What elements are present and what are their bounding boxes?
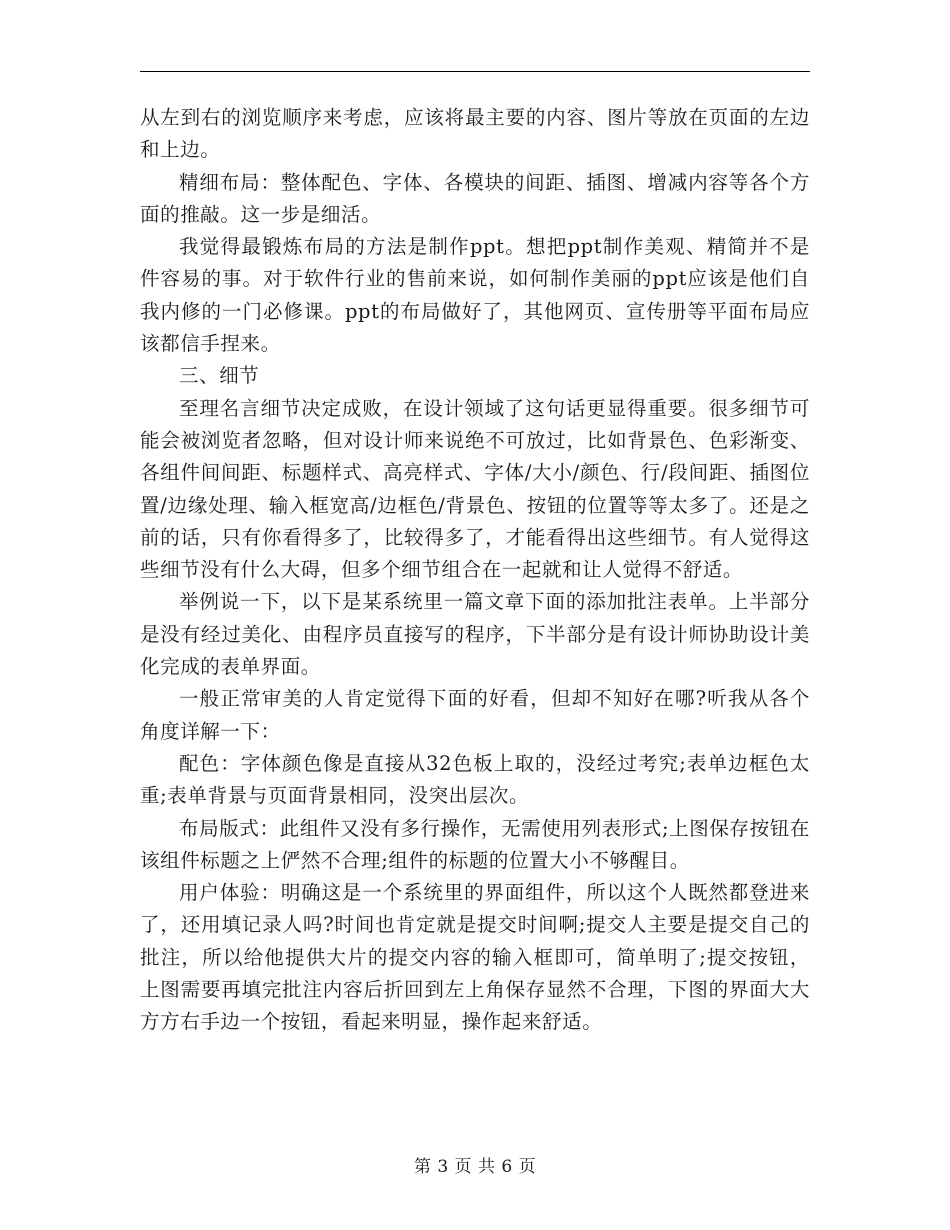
- paragraph-5: 至理名言细节决定成败，在设计领域了这句话更显得重要。很多细节可能会被浏览者忽略，但对设计师来说绝不可放过，比如背景色、色彩渐变、各组件间间距、标题样式、高亮样式、字体/大小/颜色、行/段间距、插图位置/边缘处理、输入框宽高/边框色/背景色、按钮的位置等等太多了。还是之前的话，只有你看得多了，比较得多了，才能看得出这些细节。有人觉得这些细节没有什么大碍，但多个细节组合在一起就和让人觉得不舒适。: [140, 396, 810, 582]
- paragraph-1: 从左到右的浏览顺序来考虑，应该将最主要的内容、图片等放在页面的左边和上边。: [140, 106, 810, 162]
- paragraph-3: 我觉得最锻炼布局的方法是制作ppt。想把ppt制作美观、精简并不是件容易的事。对于软件行业的售前来说，如何制作美丽的ppt应该是他们自我内修的一门必修课。ppt的布局做好了，其他网页、宣传册等平面布局应该都信手捏来。: [140, 235, 810, 356]
- section-heading-details: 三、细节: [179, 364, 260, 388]
- paragraph-9: 布局版式：此组件又没有多行操作，无需使用列表形式;上图保存按钮在该组件标题之上俨然不合理;组件的标题的位置大小不够醒目。: [140, 816, 810, 872]
- document-body: [140, 102, 810, 1039]
- paragraph-10: 用户体验：明确这是一个系统里的界面组件，所以这个人既然都登进来了，还用填记录人吗?时间也肯定就是提交时间啊;提交人主要是提交自己的批注，所以给他提供大片的提交内容的输入框即可，简单明了;提交按钮，上图需要再填完批注内容后折回到左上角保存显然不合理，下图的界面大大方方右手边一个按钮，看起来明显，操作起来舒适。: [140, 881, 810, 1034]
- paragraph-2: 精细布局：整体配色、字体、各模块的间距、插图、增减内容等各个方面的推敲。这一步是细活。: [140, 170, 810, 226]
- page-number-footer: 第 3 页 共 6 页: [413, 1157, 537, 1177]
- paragraph-8: 配色：字体颜色像是直接从32色板上取的，没经过考究;表单边框色太重;表单背景与页面背景相同，没突出层次。: [140, 751, 810, 808]
- paragraph-7: 一般正常审美的人肯定觉得下面的好看，但却不知好在哪?听我从各个角度详解一下：: [140, 687, 810, 743]
- paragraph-6: 举例说一下，以下是某系统里一篇文章下面的添加批注表单。上半部分是没有经过美化、由程序员直接写的程序，下半部分是有设计师协助设计美化完成的表单界面。: [140, 590, 810, 679]
- header-rule: [140, 71, 810, 72]
